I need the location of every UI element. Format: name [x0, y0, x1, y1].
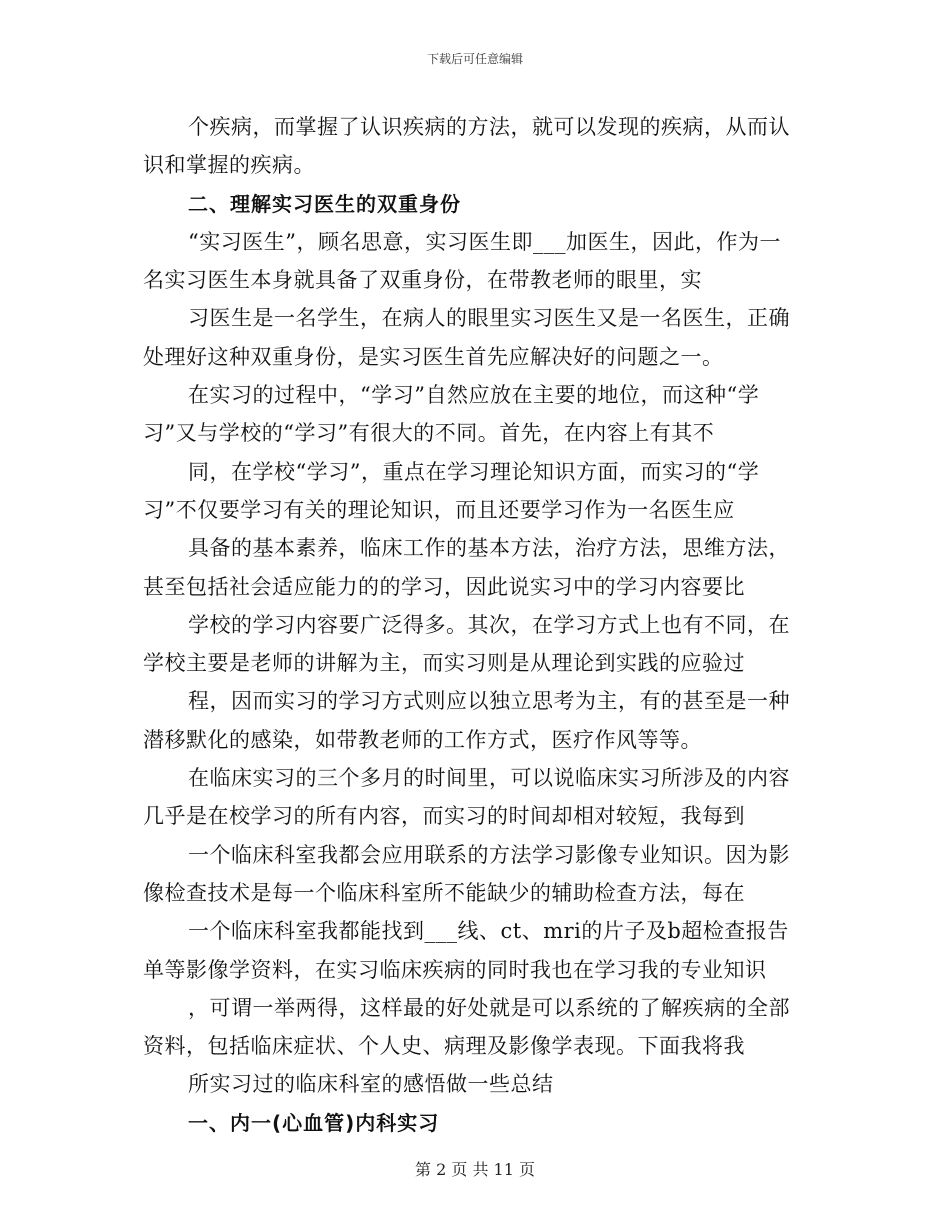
text-line: 具备的基本素养，临床工作的基本方法，治疗方法，思维方法，	[188, 536, 790, 561]
text-line: 潜移默化的感染，如带教老师的工作方式，医疗作风等等。	[143, 727, 702, 752]
text-line: 习”又与学校的“学习”有很大的不同。首先，在内容上有其不	[143, 421, 715, 446]
text-line: 一个临床科室我都会应用联系的方法学习影像专业知识。因为影	[188, 842, 790, 867]
text-line: 像检查技术是每一个临床科室所不能缺少的辅助检查方法，每在	[143, 880, 745, 905]
text-line: ，可谓一举两得，这样最的好处就是可以系统的了解疾病的全部	[188, 995, 790, 1020]
text-line: 学校主要是老师的讲解为主，而实习则是从理论到实践的应验过	[143, 651, 745, 676]
text-line: 习医生是一名学生，在病人的眼里实习医生又是一名医生，正确	[188, 306, 790, 331]
text-line: 个疾病，而掌握了认识疾病的方法，就可以发现的疾病，从而认	[188, 115, 790, 139]
section-heading: 二、理解实习医生的双重身份	[188, 191, 461, 216]
text-line: 在临床实习的三个多月的时间里，可以说临床实习所涉及的内容	[188, 766, 790, 791]
text-line: 同，在学校“学习”，重点在学习理论知识方面，而实习的“学	[188, 459, 760, 484]
text-line: 识和掌握的疾病。	[143, 153, 315, 178]
text-line: 几乎是在校学习的所有内容，而实习的时间却相对较短，我每到	[143, 804, 745, 829]
text-line: 所实习过的临床科室的感悟做一些总结	[188, 1072, 554, 1097]
section-heading: 一、内一(心血管)内科实习	[188, 1110, 440, 1135]
text-line: 名实习医生本身就具备了双重身份，在带教老师的眼里，实	[143, 268, 702, 293]
text-line: 资料，包括临床症状、个人史、病理及影像学表现。下面我将我	[143, 1034, 745, 1059]
text-line: 甚至包括社会适应能力的的学习，因此说实习中的学习内容要比	[143, 574, 745, 599]
text-line: “实习医生”，顾名思意，实习医生即___加医生，因此，作为一	[188, 229, 781, 254]
text-line: 程，因而实习的学习方式则应以独立思考为主，有的甚至是一种	[188, 689, 790, 714]
page-header: 下载后可任意编辑	[426, 52, 523, 66]
text-line: 习”不仅要学习有关的理论知识，而且还要学习作为一名医生应	[143, 497, 735, 522]
text-line: 一个临床科室我都能找到___线、ct、mri的片子及b超检查报告	[188, 919, 789, 944]
text-line: 处理好这种双重身份，是实习医生首先应解决好的问题之一。	[143, 344, 724, 369]
text-line: 学校的学习内容要广泛得多。其次，在学习方式上也有不同，在	[188, 612, 790, 637]
document-body	[143, 108, 813, 1142]
text-line: 单等影像学资料，在实习临床疾病的同时我也在学习我的专业知识	[143, 957, 767, 982]
text-line: 在实习的过程中，“学习”自然应放在主要的地位，而这种“学	[188, 383, 760, 408]
page-footer: 第 2 页 共 11 页	[415, 1160, 535, 1179]
